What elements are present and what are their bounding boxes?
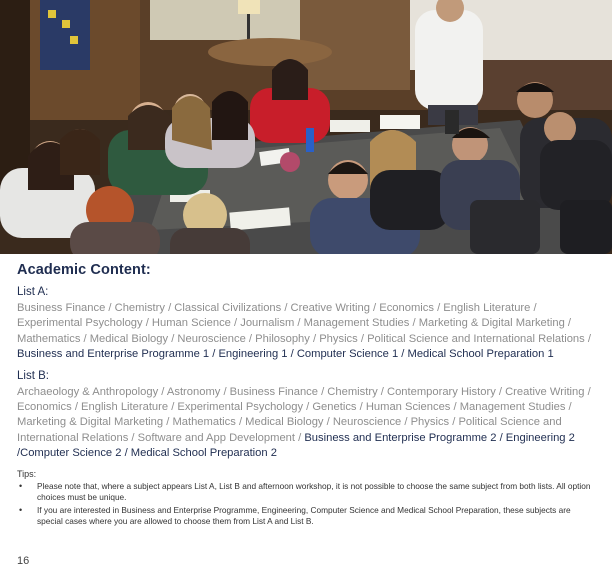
list-a-title: List A: xyxy=(17,286,49,298)
list-a-grey-subjects: Business Finance / Chemistry / Classical Civilizations / Creative Writing / Economics / English Literature / Experimental Psychology / Human Science / Journalism / Management Studies / Marketing & Digital Marketing / Mathematics / Medical Biology / Neuroscience / Philosophy / Physics / Political Science and International Relations / xyxy=(17,302,591,345)
tips-list xyxy=(17,481,595,527)
bullet-icon: • xyxy=(19,504,23,515)
list-b-grey-subjects: Archaeology & Anthropology / Astronomy / Business Finance / Chemistry / Contemporary History / Creative Writing / Economics / English Literature / Experimental Psychology / Genetics / Human Sciences / Management Studies / Marketing & Digital Marketing / Mathematics / Medical Biology / Neuroscience / Physics / Political Science and International Relations / Software and App Development / xyxy=(17,385,591,444)
list-a-special-subjects: Business and Enterprise Programme 1 / Engineering 1 / Computer Science 1 / Medical School Preparation 1 xyxy=(17,348,554,361)
academic-content-section xyxy=(17,262,595,529)
classroom-photo xyxy=(0,0,612,254)
tips-title: Tips: xyxy=(17,468,37,479)
list-a-subjects xyxy=(17,301,595,363)
list-b-title: List B: xyxy=(17,369,49,382)
list-b-special-subjects: Business and Enterprise Programme 2 / Engineering 2 /Computer Science 2 / Medical School Preparation 2 xyxy=(17,431,575,460)
list-b-subjects xyxy=(17,385,595,462)
tip-item xyxy=(17,481,595,503)
tip-text: Please note that, where a subject appears List A, List B and afternoon workshop, it is not possible to choose the same subject from both lists. All option choices must be unique. xyxy=(37,480,591,502)
tip-item xyxy=(17,505,595,527)
bullet-icon: • xyxy=(19,480,23,491)
page-number: 16 xyxy=(17,555,30,567)
section-heading: Academic Content: xyxy=(17,262,151,278)
tip-text: If you are interested in Business and Enterprise Programme, Engineering, Computer Science and Medical School Preparation, these subjects are special cases where you are allowed to choose them from List A and List B. xyxy=(37,504,571,526)
classroom-photo-illustration xyxy=(0,0,612,254)
